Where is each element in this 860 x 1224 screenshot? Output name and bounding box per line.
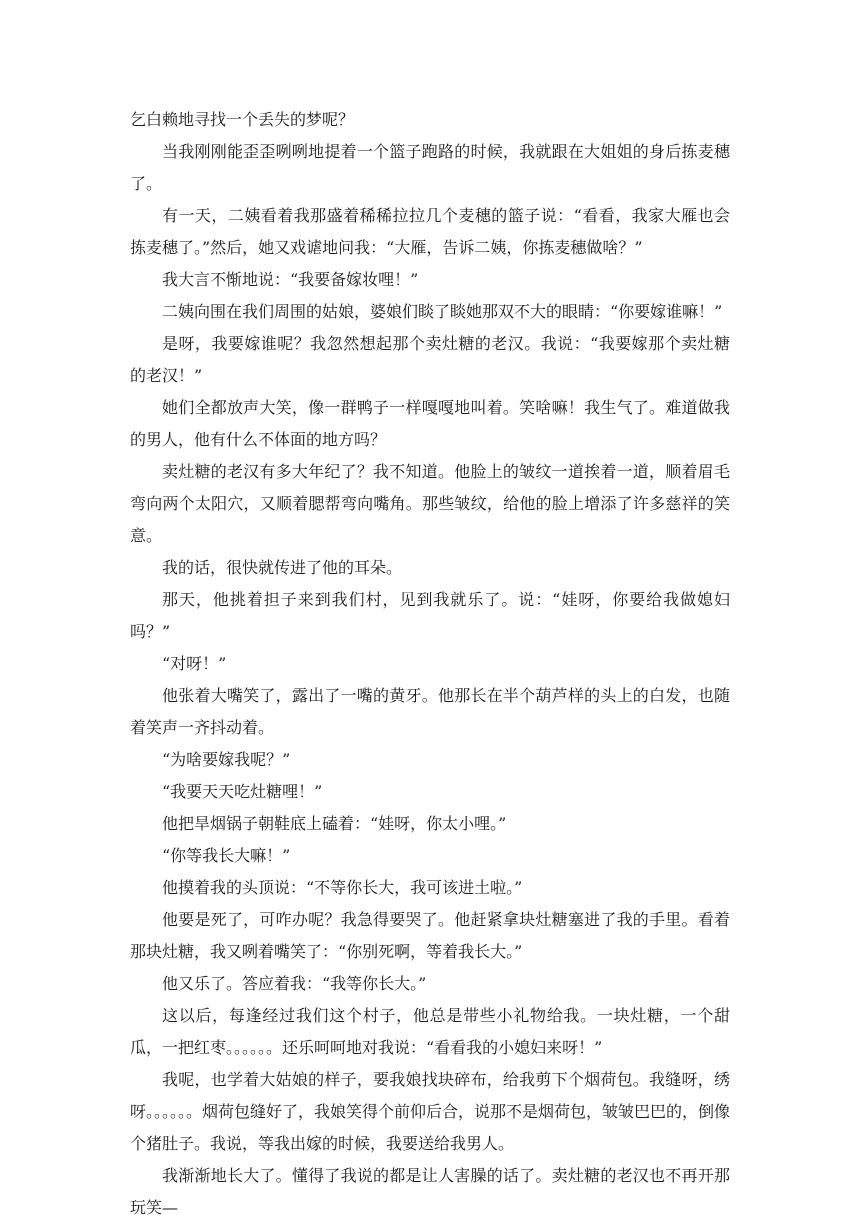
document-body xyxy=(130,104,730,1224)
dialogue-line: “对呀！” xyxy=(162,654,227,673)
paragraph: 我呢，也学着大姑娘的样子，要我娘找块碎布，给我剪下个烟荷包。我缝呀，绣呀。。。。。。烟荷包缝好了，我娘笑得个前仰后合，说那不是烟荷包，皱皱巴巴的，倒像个猪肚子。我说，等我出嫁的时候，我要送给我男人。 xyxy=(130,1070,731,1153)
paragraph: 当我刚刚能歪歪咧咧地提着一个篮子跑路的时候，我就跟在大姐姐的身后拣麦穗了。 xyxy=(130,142,730,193)
paragraph: 有一天，二姨看着我那盛着稀稀拉拉几个麦穗的篮子说：“看看，我家大雁也会拣麦穗了。”然后，她又戏谑地问我：“大雁，告诉二姨，你拣麦穗做啥？” xyxy=(130,206,730,257)
paragraph: 我的话，很快就传进了他的耳朵。 xyxy=(162,558,403,577)
paragraph: 二姨向围在我们周围的姑娘，婆娘们睒了睒她那双不大的眼睛：“你要嫁谁嘛！” xyxy=(162,302,723,321)
paragraph: 他把旱烟锅子朝鞋底上磕着：“娃呀，你太小哩。” xyxy=(162,814,507,833)
paragraph: 我渐渐地长大了。懂得了我说的都是让人害臊的话了。卖灶糖的老汉也不再开那玩笑— xyxy=(130,1166,730,1217)
dialogue-line: “为啥要嫁我呢？” xyxy=(162,750,291,769)
paragraph: 他摸着我的头顶说：“不等你长大，我可该进土啦。” xyxy=(162,878,523,897)
paragraph: 是呀，我要嫁谁呢？我忽然想起那个卖灶糖的老汉。我说：“我要嫁那个卖灶糖的老汉！” xyxy=(130,334,730,385)
paragraph: 他张着大嘴笑了，露出了一嘴的黄牙。他那长在半个葫芦样的头上的白发，也随着笑声一齐抖动着。 xyxy=(130,686,730,737)
paragraph: 我大言不惭地说：“我要备嫁妆哩！” xyxy=(162,270,419,289)
paragraph-continuation: 乞白赖地寻找一个丢失的梦呢？ xyxy=(130,110,355,129)
paragraph: 她们全都放声大笑，像一群鸭子一样嘎嘎地叫着。笑啥嘛！我生气了。难道做我的男人，他有什么不体面的地方吗？ xyxy=(130,398,730,449)
paragraph: 卖灶糖的老汉有多大年纪了？我不知道。他脸上的皱纹一道挨着一道，顺着眉毛弯向两个太阳穴，又顺着腮帮弯向嘴角。那些皱纹，给他的脸上增添了许多慈祥的笑意。 xyxy=(130,462,730,545)
dialogue-line: “你等我长大嘛！” xyxy=(162,846,291,865)
paragraph: 他要是死了，可咋办呢？我急得要哭了。他赶紧拿块灶糖塞进了我的手里。看着那块灶糖，我又咧着嘴笑了：“你别死啊，等着我长大。” xyxy=(130,910,730,961)
paragraph: 这以后，每逢经过我们这个村子，他总是带些小礼物给我。一块灶糖，一个甜瓜，一把红枣。。。。。。还乐呵呵地对我说：“看看我的小媳妇来呀！” xyxy=(130,1006,730,1057)
paragraph: 他又乐了。答应着我：“我等你长大。” xyxy=(162,974,427,993)
paragraph: 那天，他挑着担子来到我们村，见到我就乐了。说：“娃呀，你要给我做媳妇吗？” xyxy=(130,590,730,641)
dialogue-line: “我要天天吃灶糖哩！” xyxy=(162,782,323,801)
